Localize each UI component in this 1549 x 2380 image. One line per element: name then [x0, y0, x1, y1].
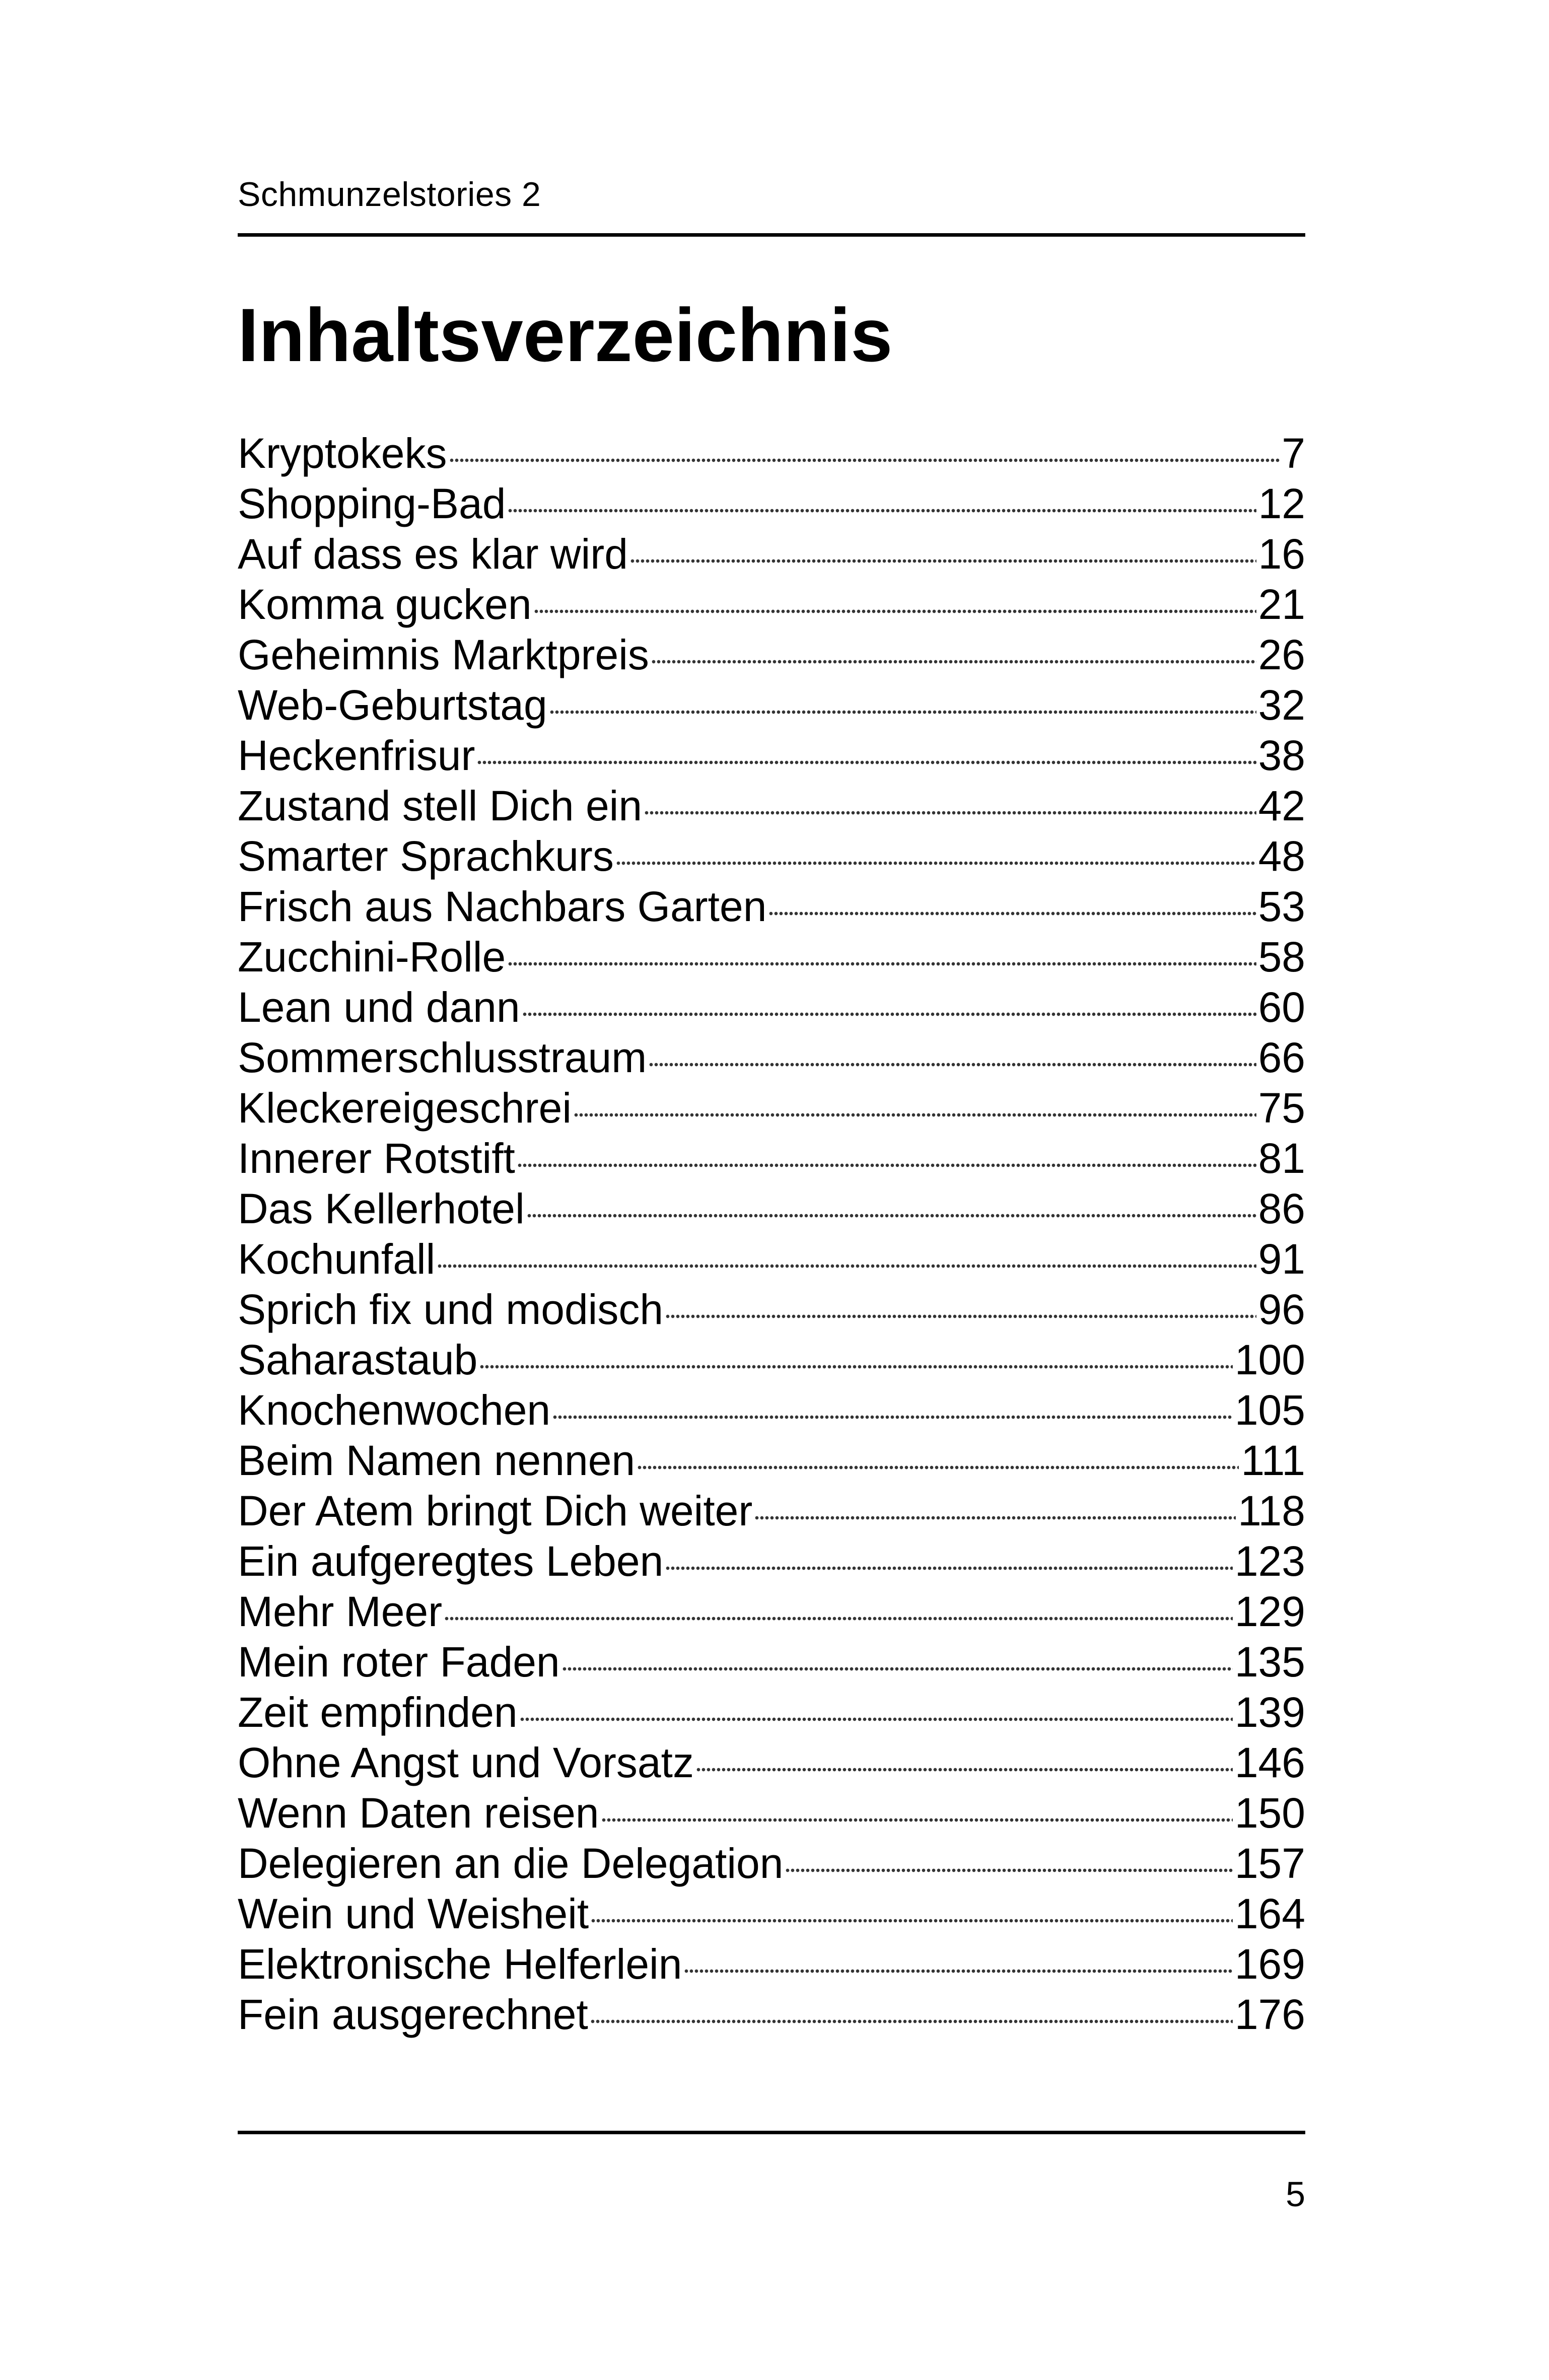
toc-entry-page: 164 [1234, 1890, 1305, 1937]
toc-entry-page: 58 [1258, 933, 1305, 981]
toc-entry-page: 81 [1258, 1135, 1305, 1182]
toc-entry-title: Delegieren an die Delegation [238, 1840, 784, 1887]
toc-entry-page: 111 [1241, 1437, 1305, 1484]
toc-entry-page: 48 [1258, 832, 1305, 880]
page-number: 5 [1286, 2175, 1305, 2214]
toc-entry [238, 1989, 1305, 2040]
toc-dot-leader [630, 558, 1256, 564]
toc-entry-page: 135 [1234, 1638, 1305, 1686]
toc-entry-title: Komma gucken [238, 581, 532, 628]
toc-entry-page: 26 [1258, 631, 1305, 678]
toc-dot-leader [477, 760, 1256, 765]
toc-entry [238, 1536, 1305, 1586]
toc-entry [238, 1435, 1305, 1486]
toc-dot-leader [644, 810, 1256, 815]
toc-dot-leader [574, 1112, 1256, 1117]
toc-entry-title: Kryptokeks [238, 430, 447, 477]
toc-entry-title: Smarter Sprachkurs [238, 832, 614, 880]
toc-entry-page: 32 [1258, 681, 1305, 729]
toc-entry-page: 21 [1258, 581, 1305, 628]
toc-dot-leader [520, 1717, 1233, 1722]
running-head: Schmunzelstories 2 [238, 175, 541, 214]
toc-dot-leader [649, 1062, 1256, 1067]
toc-entry-title: Zucchini-Rolle [238, 933, 506, 981]
toc-dot-leader [508, 508, 1256, 513]
toc-entry-page: 96 [1258, 1286, 1305, 1333]
toc-dot-leader [527, 1213, 1256, 1218]
toc-entry [238, 730, 1305, 781]
toc-dot-leader [534, 609, 1256, 614]
toc-entry-page: 146 [1234, 1739, 1305, 1786]
toc-entry [238, 1586, 1305, 1637]
toc-entry-title: Knochenwochen [238, 1386, 551, 1434]
toc-entry [238, 982, 1305, 1032]
toc-entry-page: 53 [1258, 883, 1305, 930]
toc-entry-title: Frisch aus Nachbars Garten [238, 883, 767, 930]
toc-entry-page: 118 [1238, 1487, 1305, 1534]
toc-entry-page: 123 [1234, 1537, 1305, 1585]
toc-entry [238, 1788, 1305, 1838]
toc-entry [238, 1385, 1305, 1435]
toc-entry-title: Fein ausgerechnet [238, 1991, 588, 2038]
toc-entry [238, 1335, 1305, 1385]
toc-entry [238, 1737, 1305, 1788]
toc-entry [238, 1083, 1305, 1133]
toc-dot-leader [665, 1566, 1233, 1571]
toc-entry [238, 1687, 1305, 1737]
toc-dot-leader [684, 1969, 1232, 1974]
toc-entry-page: 66 [1258, 1034, 1305, 1081]
toc-entry-title: Geheimnis Marktpreis [238, 631, 649, 678]
toc-entry-title: Zeit empfinden [238, 1689, 518, 1736]
toc-entry-title: Shopping-Bad [238, 480, 506, 527]
toc-entry-page: 129 [1234, 1588, 1305, 1635]
toc-entry-title: Auf dass es klar wird [238, 530, 628, 578]
toc-entry-title: Ein aufgeregtes Leben [238, 1537, 664, 1585]
toc-entry-page: 150 [1234, 1789, 1305, 1837]
toc-entry-page: 91 [1258, 1235, 1305, 1283]
toc-entry [238, 881, 1305, 932]
toc-entry [238, 579, 1305, 629]
toc-dot-leader [444, 1616, 1233, 1621]
toc-entry-page: 176 [1234, 1991, 1305, 2038]
toc-entry [238, 1838, 1305, 1888]
toc-entry-title: Lean und dann [238, 984, 520, 1031]
toc-dot-leader [591, 1918, 1233, 1923]
toc-entry-title: Kleckereigeschrei [238, 1084, 572, 1132]
toc-entry-page: 75 [1258, 1084, 1305, 1132]
toc-entry-title: Heckenfrisur [238, 732, 475, 779]
toc-entry [238, 428, 1305, 478]
toc-dot-leader [651, 659, 1256, 664]
toc-entry-page: 38 [1258, 732, 1305, 779]
toc-dot-leader [665, 1314, 1256, 1319]
toc-entry-title: Elektronische Helferlein [238, 1940, 682, 1988]
toc-entry [238, 1486, 1305, 1536]
toc-entry-title: Der Atem bringt Dich weiter [238, 1487, 753, 1534]
toc-entry-title: Mehr Meer [238, 1588, 443, 1635]
toc-entry-title: Innerer Rotstift [238, 1135, 515, 1182]
toc-entry-page: 12 [1258, 480, 1305, 527]
toc-entry [238, 478, 1305, 529]
toc-entry-title: Sommerschlusstraum [238, 1034, 647, 1081]
toc-entry-page: 105 [1234, 1386, 1305, 1434]
toc-entry-title: Saharastaub [238, 1336, 478, 1383]
toc-dot-leader [562, 1666, 1233, 1671]
toc-entry [238, 1234, 1305, 1284]
toc-entry-page: 7 [1282, 430, 1305, 477]
toc-dot-leader [437, 1264, 1256, 1269]
toc-entry-page: 100 [1234, 1336, 1305, 1383]
toc-entry [238, 1939, 1305, 1989]
toc-entry-title: Wenn Daten reisen [238, 1789, 599, 1837]
toc-dot-leader [637, 1465, 1239, 1470]
toc-entry-title: Sprich fix und modisch [238, 1286, 664, 1333]
toc-entry-page: 16 [1258, 530, 1305, 578]
toc-entry-title: Ohne Angst und Vorsatz [238, 1739, 694, 1786]
toc-entry [238, 1133, 1305, 1183]
toc-dot-leader [590, 2019, 1233, 2024]
toc-entry-title: Beim Namen nennen [238, 1437, 636, 1484]
toc-dot-leader [616, 861, 1256, 866]
toc-entry-title: Das Kellerhotel [238, 1185, 525, 1232]
toc-dot-leader [785, 1868, 1232, 1873]
toc-dot-leader [479, 1364, 1232, 1369]
toc-entry [238, 680, 1305, 730]
toc-dot-leader [508, 961, 1256, 966]
toc-entry [238, 1637, 1305, 1687]
toc-entry-title: Zustand stell Dich ein [238, 782, 643, 829]
toc-dot-leader [696, 1767, 1233, 1772]
toc-dot-leader [549, 710, 1256, 715]
toc-entry [238, 1183, 1305, 1234]
toc-heading: Inhaltsverzeichnis [238, 293, 893, 377]
toc-entry [238, 1284, 1305, 1335]
toc-dot-leader [449, 458, 1280, 463]
footer-rule [238, 2131, 1305, 2134]
toc-entry-title: Mein roter Faden [238, 1638, 560, 1686]
toc-entry [238, 1032, 1305, 1083]
toc-dot-leader [522, 1012, 1256, 1017]
toc-entry [238, 831, 1305, 881]
toc-entry-title: Kochunfall [238, 1235, 436, 1283]
toc-entry [238, 932, 1305, 982]
toc-entry-page: 139 [1234, 1689, 1305, 1736]
toc-entry-page: 169 [1234, 1940, 1305, 1988]
toc-dot-leader [552, 1415, 1233, 1420]
toc-entry-title: Web-Geburtstag [238, 681, 547, 729]
toc-dot-leader [517, 1163, 1256, 1168]
toc-entry-page: 42 [1258, 782, 1305, 829]
toc-dot-leader [754, 1515, 1236, 1520]
toc-entry [238, 629, 1305, 680]
toc-list [238, 428, 1305, 2040]
toc-entry-page: 60 [1258, 984, 1305, 1031]
toc-entry-title: Wein und Weisheit [238, 1890, 589, 1937]
header-rule [238, 233, 1305, 237]
toc-entry-page: 86 [1258, 1185, 1305, 1232]
toc-entry [238, 781, 1305, 831]
toc-entry [238, 1888, 1305, 1939]
toc-dot-leader [601, 1817, 1233, 1823]
toc-dot-leader [768, 911, 1256, 916]
toc-entry [238, 529, 1305, 579]
toc-entry-page: 157 [1234, 1840, 1305, 1887]
